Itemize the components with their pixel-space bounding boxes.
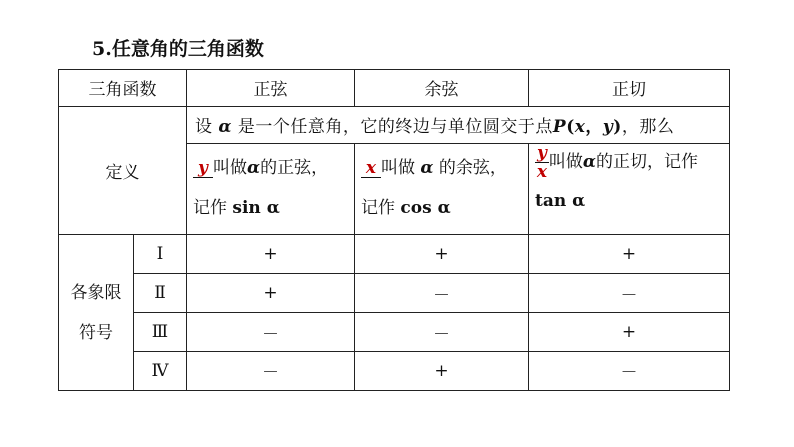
quadrant-label-line2: 符号 — [79, 322, 113, 343]
cos-text-c: 记作 — [361, 197, 401, 218]
header-function: 三角函数 — [59, 70, 187, 107]
section-title: 5.任意角的三角函数 — [92, 38, 264, 60]
header-tan: 正切 — [529, 70, 730, 107]
tan-alpha: α — [582, 151, 596, 172]
definition-intro — [187, 106, 730, 143]
point-x: x — [574, 117, 586, 138]
sin-sign: + — [187, 274, 355, 313]
tan-sign: + — [529, 313, 730, 352]
point-p: P — [552, 117, 567, 138]
tan-sign: － — [529, 351, 730, 390]
intro-end: ，那么 — [621, 117, 675, 138]
sin-text-a: 叫做 — [213, 157, 247, 178]
sin-definition — [187, 143, 355, 234]
header-sin: 正弦 — [187, 70, 355, 107]
tan-sign: + — [529, 235, 730, 274]
header-cos: 余弦 — [355, 70, 529, 107]
tan-definition — [529, 143, 730, 234]
quadrant-row-2 — [59, 274, 730, 313]
alpha-symbol: α — [218, 117, 232, 138]
sin-sign: － — [187, 313, 355, 352]
cos-sign: + — [355, 235, 529, 274]
definition-intro-row — [59, 106, 730, 143]
quadrant-label-line1: 各象限 — [70, 282, 122, 303]
point-y: y — [602, 117, 614, 138]
sin-sign: － — [187, 351, 355, 390]
tan-text-a: 叫做 — [548, 151, 583, 172]
cos-answer: x — [361, 159, 381, 178]
cos-sign: + — [355, 351, 529, 390]
header-row — [59, 70, 730, 107]
quadrant-name: Ⅱ — [134, 274, 187, 313]
quadrant-row-3 — [59, 313, 730, 352]
sin-notation: sin α — [232, 197, 280, 218]
tan-answer-fraction — [535, 144, 549, 181]
quadrant-name: Ⅲ — [134, 313, 187, 352]
quadrant-name: Ⅳ — [134, 351, 187, 390]
quadrant-row-1 — [59, 235, 730, 274]
sin-alpha: α — [247, 157, 261, 178]
cos-sign: － — [355, 274, 529, 313]
sin-sign: + — [187, 235, 355, 274]
cos-sign: － — [355, 313, 529, 352]
tan-sign: － — [529, 274, 730, 313]
tan-notation: tan α — [535, 190, 586, 211]
cos-text-b: 的余弦， — [433, 157, 507, 178]
tan-answer-denominator: x — [536, 161, 548, 182]
quadrant-name: Ⅰ — [134, 235, 187, 274]
cos-alpha: α — [420, 157, 434, 178]
tan-text-b: 的正切，记作 — [595, 151, 698, 172]
intro-text-b: 是一个任意角，它的终边与单位圆交于点 — [232, 117, 553, 138]
cos-definition — [355, 143, 529, 234]
intro-text-a: 设 — [195, 117, 219, 138]
quadrant-sign-label — [59, 235, 134, 391]
point-close: ) — [613, 117, 622, 138]
quadrant-row-4 — [59, 351, 730, 390]
cos-notation: cos α — [400, 197, 451, 218]
sin-answer: y — [193, 159, 213, 178]
sin-text-c: 记作 — [193, 197, 233, 218]
point-comma: ， — [585, 117, 603, 138]
definition-label: 定义 — [59, 106, 187, 234]
sin-text-b: 的正弦， — [260, 157, 329, 178]
trig-function-table — [58, 69, 730, 391]
cos-text-a: 叫做 — [381, 157, 421, 178]
tan-answer-numerator: y — [537, 142, 547, 163]
point-open: ( — [566, 117, 575, 138]
